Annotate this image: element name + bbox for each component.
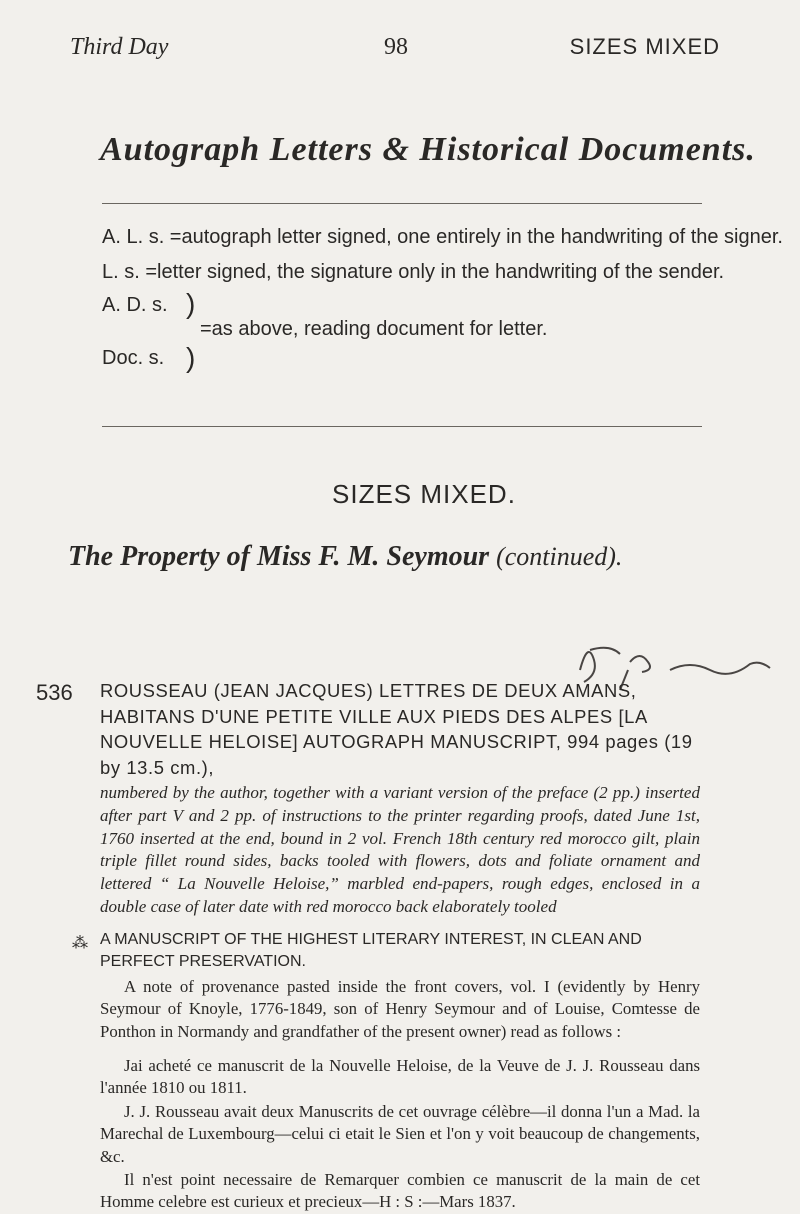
page-number: 98 — [384, 34, 408, 60]
provenance-quote-3: Il n'est point necessaire de Remarquer combien ce manuscrit de la main de cet Homme celebre est curieux et precieux—H : S :—Mars 1837. — [100, 1170, 700, 1212]
top-rule — [102, 203, 702, 204]
abbreviation-ls: L. s. =letter signed, the signature only in the handwriting of the sender. — [102, 261, 725, 283]
stars-marker: ⁂ — [72, 933, 88, 952]
property-owner: The Property of Miss F. M. Seymour — [68, 541, 490, 572]
bottom-rule — [102, 426, 702, 427]
provenance-quote-2: J. J. Rousseau avait deux Manuscrits de cet ouvrage célèbre—il donna l'un a Mad. la Marechal de Luxembourg—celui ci etait le Sien et l'on y voit beaucoup de changements, &c. — [100, 1102, 700, 1166]
lot-number: 536 — [36, 680, 73, 705]
lot-headline: A MANUSCRIPT OF THE HIGHEST LITERARY INTEREST, IN CLEAN AND PERFECT PRESERVATION. — [100, 931, 642, 971]
lot-description: numbered by the author, together with a variant version of the preface (2 pp.) inserted after part V and 2 pp. of instructions to the printer regarding proofs, dated June 1st, 1760 inserted at the end, bound in 2 vol. French 18th century red morocco gilt, plain triple fillet round sides, backs tooled with flowers, dots and foliate ornament and lettered “ La Nouvelle Heloise,” marbled end-papers, rough edges, enclosed in a double case of later date with red morocco back elaborately tooled — [100, 783, 700, 916]
abbreviation-ads: A. D. s. — [102, 294, 168, 316]
brace-top: ) — [186, 288, 196, 319]
abbreviation-als: A. L. s. =autograph letter signed, one entirely in the handwriting of the signer. — [102, 226, 783, 248]
brace-bottom: ) — [186, 342, 196, 373]
lot-title: ROUSSEAU (JEAN JACQUES) LETTRES DE DEUX AMANS, HABITANS D'UNE PETITE VILLE AUX PIEDS DES ALPES [LA NOUVELLE HELOISE] AUTOGRAPH MANUSCRIPT, 994 pages (19 by 13.5 cm.), — [100, 680, 693, 778]
provenance-note: A note of provenance pasted inside the front covers, vol. I (evidently by Henry Seymour of Knoyle, 1776-1849, son of Henry Seymour and of Louise, Comtesse de Ponthon in Normandy and grandfather of the present owner) read as follows : — [100, 977, 700, 1041]
running-header-day: Third Day — [70, 34, 169, 60]
property-continued: (continued). — [496, 542, 623, 571]
section-title: Autograph Letters & Historical Documents. — [100, 131, 756, 168]
abbreviation-docs: Doc. s. — [102, 347, 165, 369]
sizes-heading: SIZES MIXED. — [332, 479, 516, 509]
running-header-section: SIZES MIXED — [569, 34, 720, 59]
property-heading — [68, 541, 622, 573]
abbreviation-equivalence: =as above, reading document for letter. — [200, 318, 548, 340]
provenance-quote-1: Jai acheté ce manuscrit de la Nouvelle Heloise, de la Veuve de J. J. Rousseau dans l'année 1810 ou 1811. — [100, 1056, 700, 1098]
